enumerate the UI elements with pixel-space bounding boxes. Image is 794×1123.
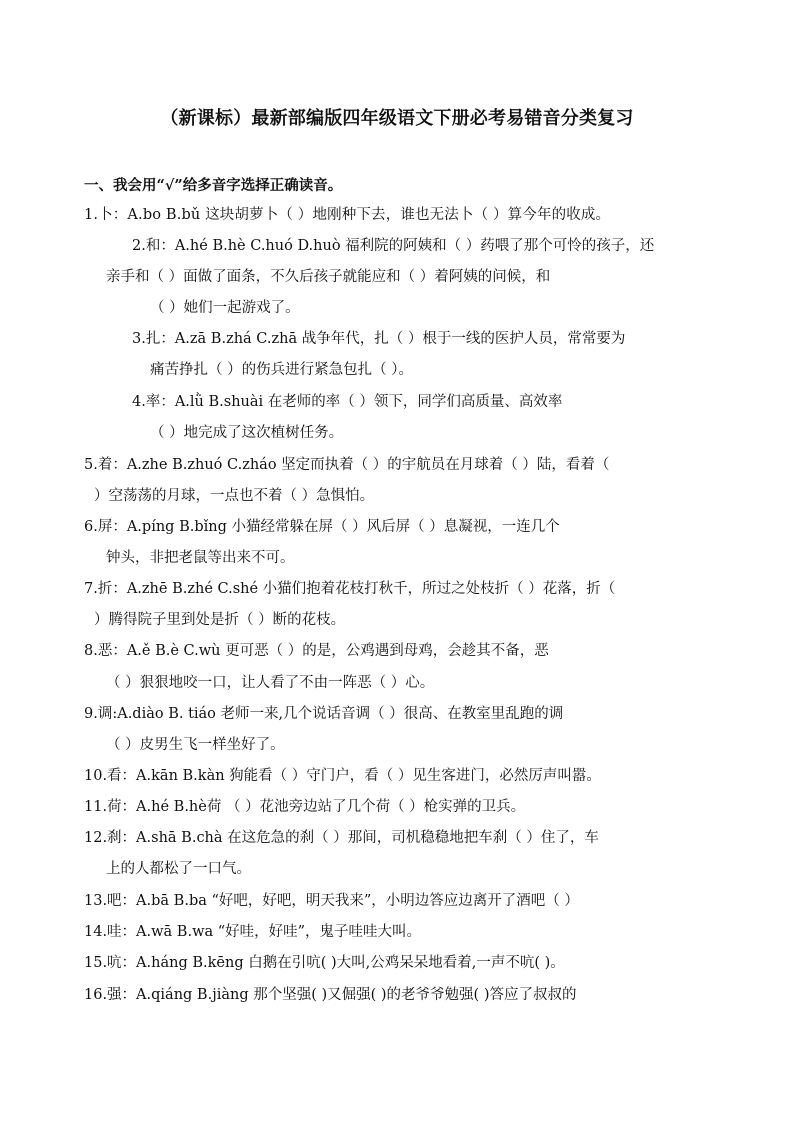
section-heading: 一、我会用“√”给多音字选择正确读音。: [84, 177, 343, 194]
question-line: ）空荡荡的月球，一点也不着（ ）急惧怕。: [94, 488, 375, 504]
question-line: 14.哇：A.wā B.wa “好哇，好哇”，鬼子哇哇大叫。: [84, 924, 422, 940]
question-line: 11.荷：A.hé B.hè荷 （ ）花池旁边站了几个荷（ ）枪实弹的卫兵。: [84, 799, 526, 815]
question-line: 4.率：A.lǜ B.shuài 在老师的率（ ）领下，同学们高质量、高效率: [132, 394, 563, 410]
question-line: （ ）她们一起游戏了。: [150, 300, 300, 316]
question-line: 15.吭：A.háng B.kēng 白鹅在引吭( )大叫,公鸡呆呆地看着,一声不吭( )。: [84, 955, 565, 971]
question-line: 8.恶：A.ě B.è C.wù 更可恶（ ）的是，公鸡遇到母鸡，会趁其不备，恶: [84, 643, 549, 659]
question-line: 1.卜：A.bo B.bǔ 这块胡萝卜（ ）地刚种下去，谁也无法卜（ ）算今年的收成。: [84, 207, 611, 223]
question-line: 10.看：A.kān B.kàn 狗能看（ ）守门户，看（ ）见生客进门，必然厉声叫嚣。: [84, 768, 601, 784]
question-line: 12.刹：A.shā B.chà 在这危急的刹（ ）那间，司机稳稳地把车刹（ ）住了，车: [84, 830, 599, 846]
question-line: 16.强：A.qiáng B.jiàng 那个坚强( )又倔强( )的老爷爷勉强( )答应了叔叔的: [84, 987, 577, 1003]
page-title: （新课标）最新部编版四年级语文下册必考易错音分类复习: [160, 108, 634, 129]
question-line: 7.折：A.zhē B.zhé C.shé 小猫们抱着花枝打秋千，所过之处枝折（ ）花落，折（: [84, 581, 616, 597]
question-line: （ ）皮男生飞一样坐好了。: [106, 737, 285, 753]
question-line: （ ）狠狠地咬一口，让人看了不由一阵恶（ ）心。: [106, 675, 435, 691]
question-line: （ ）地完成了这次植树任务。: [150, 425, 344, 441]
question-line: 6.屏：A.píng B.bǐng 小猫经常躲在屏（ ）风后屏（ ）息凝视，一连几个: [84, 519, 560, 535]
question-line: 2.和：A.hé B.hè C.huó D.huò 福利院的阿姨和（ ）药喂了那个可怜的孩子，还: [132, 238, 655, 254]
question-line: 9.调:A.diào B. tiáo 老师一来,几个说话音调（ ）很高、在教室里乱跑的调: [84, 706, 564, 722]
question-line: ）腾得院子里到处是折（ ）断的花枝。: [94, 612, 346, 628]
question-line: 5.着：A.zhe B.zhuó C.zháo 坚定而执着（ ）的宇航员在月球着（ ）陆，看着（: [84, 457, 610, 473]
question-line: 13.吧：A.bā B.ba “好吧，好吧，明天我来”，小明边答应边离开了酒吧（ ）: [84, 893, 579, 909]
question-line: 3.扎：A.zā B.zhá C.zhā 战争年代，扎（ ）根于一线的医护人员，常常要为: [132, 331, 626, 347]
question-line: 钟头，非把老鼠等出来不可。: [106, 550, 295, 566]
question-line: 上的人都松了一口气。: [106, 861, 251, 877]
question-line: 亲手和（ ）面做了面条，不久后孩子就能应和（ ）着阿姨的问候，和: [106, 269, 551, 285]
question-line: 痛苦挣扎（ ）的伤兵进行紧急包扎（ ）。: [150, 362, 413, 378]
